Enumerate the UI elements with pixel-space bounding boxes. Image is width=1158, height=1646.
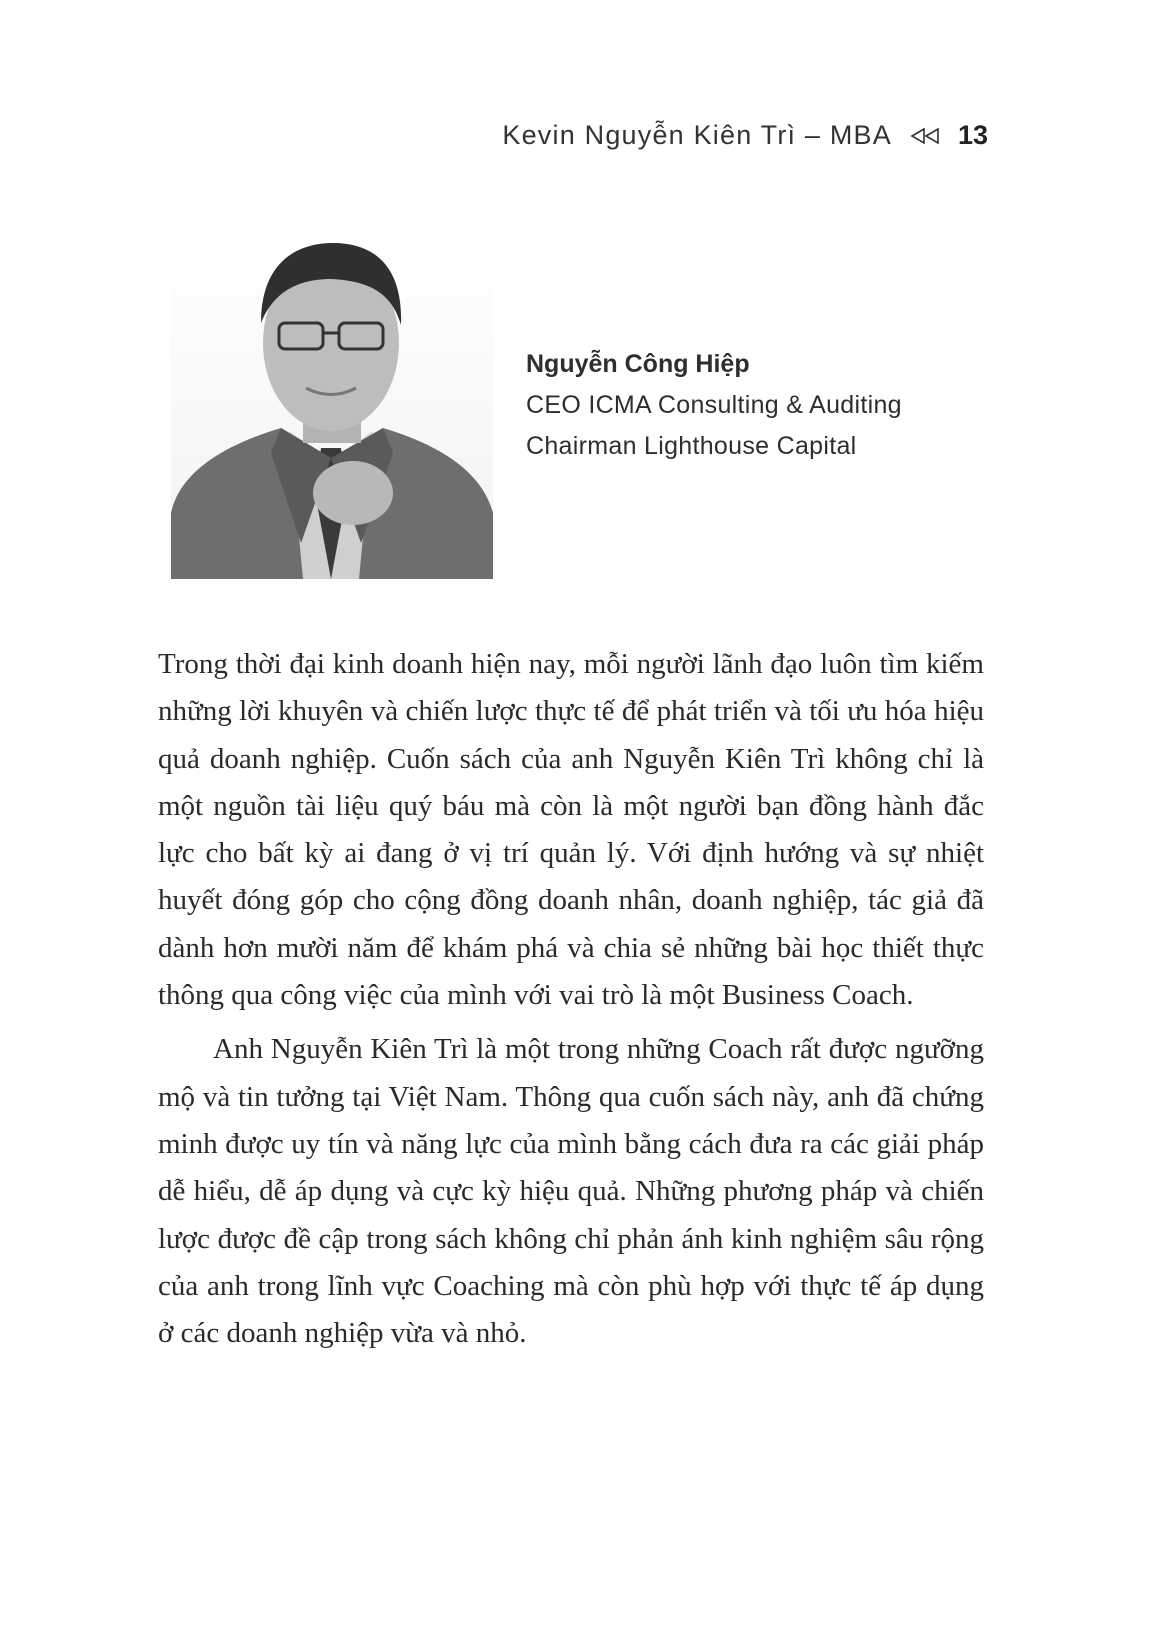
- author-caption: [526, 350, 902, 473]
- double-left-triangle-icon: [910, 127, 940, 145]
- paragraph-1: Trong thời đại kinh doanh hiện nay, mỗi người lãnh đạo luôn tìm kiếm những lời khuyên và chiến lược thực tế để phát triển và tối ưu hóa hiệu quả doanh nghiệp. Cuốn sách của anh Nguyễn Kiên Trì không chỉ là một nguồn tài liệu quý báu mà còn là một người bạn đồng hành đắc lực cho bất kỳ ai đang ở vị trí quản lý. Với định hướng và sự nhiệt huyết đóng góp cho cộng đồng doanh nhân, doanh nghiệp, tác giả đã dành hơn mười năm để khám phá và chia sẻ những bài học thiết thực thông qua công việc của mình với vai trò là một Business Coach.: [158, 648, 984, 1012]
- running-head: [502, 120, 988, 151]
- caption-title-2: Chairman Lighthouse Capital: [526, 432, 857, 460]
- running-head-author: Kevin Nguyễn Kiên Trì – MBA: [502, 120, 892, 150]
- portrait-photo: [171, 243, 493, 579]
- page-number: 13: [957, 120, 988, 150]
- caption-name: Nguyễn Công Hiệp: [526, 350, 750, 378]
- body-text: [158, 641, 984, 1357]
- caption-title-1: CEO ICMA Consulting & Auditing: [526, 391, 902, 419]
- paragraph-2: Anh Nguyễn Kiên Trì là một trong những Coach rất được ngưỡng mộ và tin tưởng tại Việt Nam. Thông qua cuốn sách này, anh đã chứng minh được uy tín và năng lực của mình bằng cách đưa ra các giải pháp dễ hiểu, dễ áp dụng và cực kỳ hiệu quả. Những phương pháp và chiến lược được đề cập trong sách không chỉ phản ánh kinh nghiệm sâu rộng của anh trong lĩnh vực Coaching mà còn phù hợp với thực tế áp dụng ở các doanh nghiệp vừa và nhỏ.: [158, 1033, 984, 1350]
